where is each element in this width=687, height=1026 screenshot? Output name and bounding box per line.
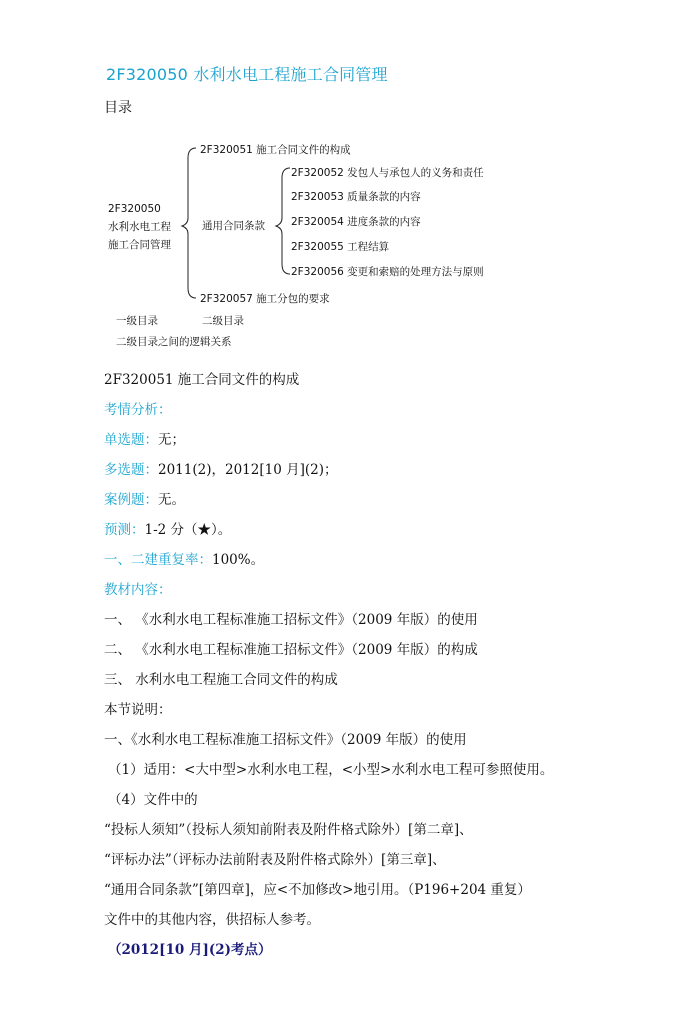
single-choice-value: 无； — [158, 432, 185, 448]
body-line-2: （1）适用：<大中型>水利水电工程，<小型>水利水电工程可参照使用。 — [108, 762, 554, 778]
toc-label: 目录 — [104, 100, 132, 116]
body-line-3: （4）文件中的 — [108, 792, 198, 808]
predict-line — [104, 520, 231, 540]
repeat-rate-line — [104, 550, 264, 570]
diagram-root-line-3: 施工合同管理 — [108, 239, 171, 251]
predict-label: 预测： — [104, 522, 145, 538]
body-line-1: 一、《水利水电工程标准施工招标文件》（2009 年版）的使用 — [104, 732, 467, 748]
page-title: 2F320050 水利水电工程施工合同管理 — [106, 65, 388, 84]
diagram-brace-level2 — [276, 168, 290, 274]
content-item-1: 一、 《水利水电工程标准施工招标文件》（2009 年版）的使用 — [104, 612, 478, 628]
multi-choice-label: 多选题： — [104, 462, 158, 478]
body-line-5: “评标办法”（评标办法前附表及附件格式除外）[第三章]、 — [104, 852, 446, 868]
single-choice-label: 单选题： — [104, 432, 158, 448]
content-item-3: 三、 水利水电工程施工合同文件的构成 — [104, 672, 338, 688]
case-line — [104, 490, 185, 510]
diagram-root-line-2: 水利水电工程 — [108, 221, 171, 233]
diagram-level3-item-3: 2F320054 进度条款的内容 — [291, 216, 421, 228]
multi-choice-value: 2011(2)，2012[10 月](2)； — [158, 462, 338, 478]
body-line-6: “通用合同条款”[第四章]，应<不加修改>地引用。（P196+204 重复） — [104, 882, 531, 898]
diagram-brace-level1 — [182, 148, 196, 298]
diagram-legend-level1: 一级目录 — [116, 315, 158, 327]
diagram-level3-item-5: 2F320056 变更和索赔的处理方法与原则 — [291, 266, 484, 278]
analysis-label: 考情分析： — [104, 402, 172, 418]
content-item-2: 二、 《水利水电工程标准施工招标文件》（2009 年版）的构成 — [104, 642, 478, 658]
section-heading: 2F320051 施工合同文件的构成 — [104, 372, 300, 388]
diagram-level3-item-4: 2F320055 工程结算 — [291, 241, 390, 253]
toc-diagram — [100, 138, 520, 358]
diagram-level3-item-2: 2F320053 质量条款的内容 — [291, 191, 421, 203]
body-line-7: 文件中的其他内容，供招标人参考。 — [104, 912, 320, 928]
predict-value: 1-2 分（★）。 — [144, 522, 232, 538]
diagram-root-line-1: 2F320050 — [108, 203, 161, 215]
case-label: 案例题： — [104, 492, 158, 508]
repeat-rate-value: 100%。 — [212, 552, 265, 568]
diagram-level2-item-1: 2F320051 施工合同文件的构成 — [200, 144, 351, 156]
content-label: 教材内容： — [104, 582, 172, 598]
diagram-level2-item-2: 通用合同条款 — [202, 220, 265, 232]
repeat-rate-label: 一、二建重复率： — [104, 552, 212, 568]
diagram-level2-item-3: 2F320057 施工分包的要求 — [200, 293, 330, 305]
diagram-legend-relation: 二级目录之间的逻辑关系 — [116, 336, 232, 348]
multi-choice-line — [104, 460, 337, 480]
case-value: 无。 — [158, 492, 185, 508]
notes-label: 本节说明： — [104, 702, 172, 718]
diagram-legend-level2: 二级目录 — [202, 315, 244, 327]
diagram-level3-item-1: 2F320052 发包人与承包人的义务和责任 — [291, 167, 484, 179]
single-choice-line — [104, 430, 185, 450]
exam-point: （2012[10 月](2)考点） — [108, 942, 272, 958]
body-line-4: “投标人须知”（投标人须知前附表及附件格式除外）[第二章]、 — [104, 822, 473, 838]
